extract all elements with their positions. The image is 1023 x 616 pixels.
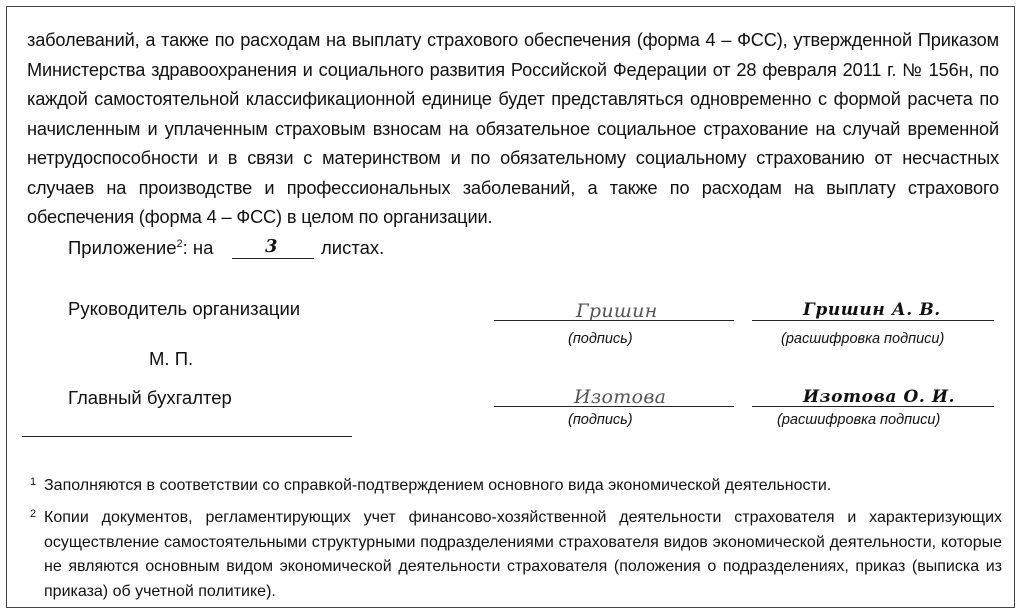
head-name-caption: (расшифровка подписи) [781, 331, 945, 347]
footnote-2-mark: 2 [30, 508, 37, 520]
attachment-label-suffix: : на [182, 237, 214, 258]
head-name-line [752, 320, 994, 321]
attachment-pages-value: 3 [265, 236, 278, 257]
body-paragraph: заболеваний, а также по расходам на выплату страхового обеспечения (форма 4 – ФСС), утвержденной Приказом Министерства здравоохранения и социального развития Российской Федерации от 28 февраля 2011 г. № 156н, по каждой самостоятельной классификационной единице будет представляться одновременно с формой расчета по начисленным и уплаченным страховым взносам на обязательное социальное страхование на случай временной нетрудоспособности и в связи с материнством и по обязательному социальному страхованию от несчастных случаев на производстве и профессиональных заболеваний, а также по расходам на выплату страхового обеспечения (форма 4 – ФСС) в целом по организации. [27, 30, 999, 227]
footnote-2-text: Копии документов, регламентирующих учет финансово-хозяйственной деятельности страхователя и характеризующих осуществление самостоятельными структурными подразделениями страхователя видов экономической деятельности, которые не являются основным видом экономической деятельности страхователя (положения о подразделениях, приказ (выписка из приказа) об учетной политике). [44, 509, 1002, 600]
head-signature-caption: (подпись) [568, 331, 633, 347]
attachment-unit: листах. [321, 237, 385, 258]
footnote-1-mark: 1 [30, 476, 37, 488]
attachment-label-text: Приложение [68, 237, 177, 258]
accountant-signature-caption: (подпись) [568, 412, 633, 428]
head-role-label: Руководитель организации [68, 298, 301, 319]
footnote-1-text: Заполняются в соответствии со справкой-подтверждением основного вида экономической деятельности. [44, 477, 832, 494]
accountant-signature-line [494, 406, 734, 407]
head-signature-line [494, 320, 734, 321]
accountant-signature: Изотова [574, 386, 667, 408]
attachment-label [68, 237, 213, 259]
accountant-name-line [752, 406, 994, 407]
stamp-label: М. П. [149, 348, 194, 369]
attachment-footnote-ref: 2 [176, 237, 183, 250]
accountant-name-caption: (расшифровка подписи) [777, 412, 941, 428]
attachment-pages-underline [232, 258, 314, 259]
head-signature: Гришин [576, 300, 658, 322]
accountant-name: Изотова О. И. [803, 387, 956, 407]
accountant-role-label: Главный бухгалтер [68, 387, 232, 408]
head-name: Гришин А. В. [803, 300, 941, 320]
footnote-separator [22, 436, 352, 437]
